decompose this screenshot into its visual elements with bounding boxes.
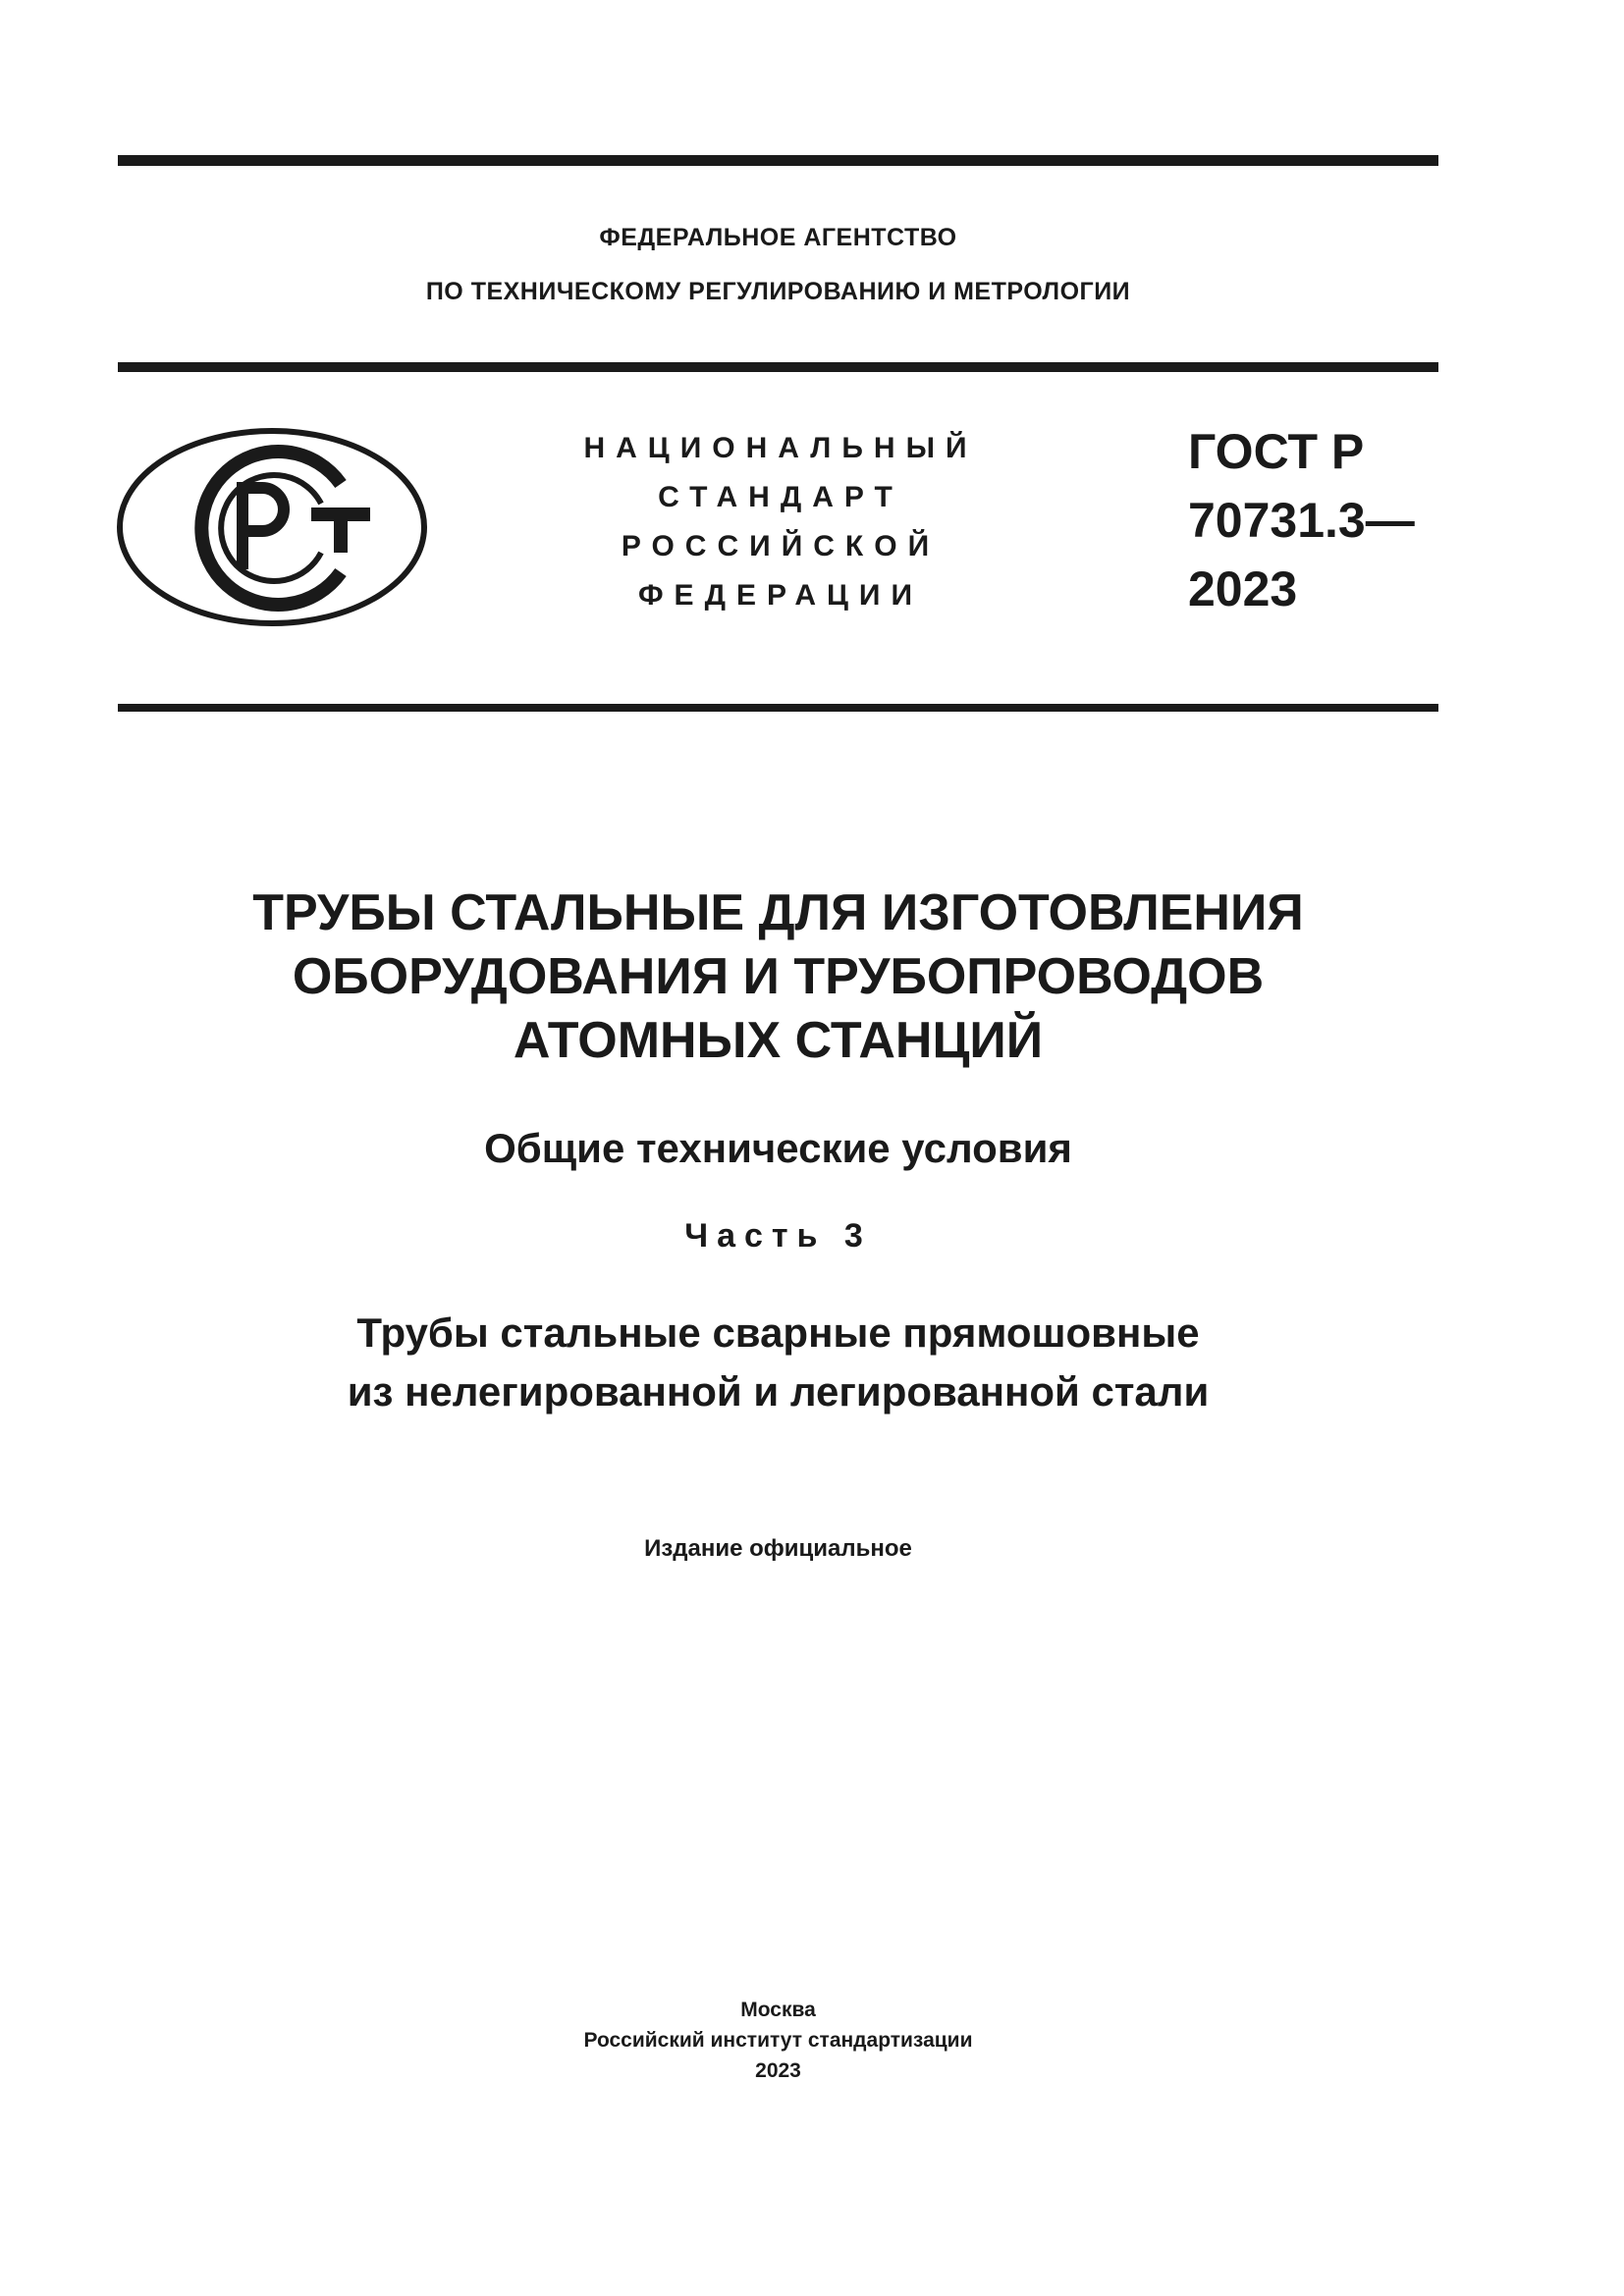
header-rule [118,362,1438,372]
title-line-3: АТОМНЫХ СТАНЦИЙ [513,1012,1044,1069]
rst-certification-mark-icon [115,427,429,628]
standard-designation [1188,417,1473,623]
publisher-year: 2023 [755,2059,801,2082]
standard-type-line-3: РОССИЙСКОЙ [621,530,941,562]
designation-line-3: 2023 [1188,561,1298,616]
top-rule [118,155,1438,166]
edition-label: Издание официальное [644,1535,912,1562]
part-title-line-2: из нелегированной и легированной стали [347,1368,1210,1415]
title-line-2: ОБОРУДОВАНИЯ И ТРУБОПРОВОДОВ [292,948,1265,1005]
standard-type-line-2: СТАНДАРТ [658,481,903,513]
designation-line-1: ГОСТ Р [1188,424,1365,479]
publisher-name: Российский институт стандартизации [583,2029,973,2052]
publisher-city: Москва [740,1999,816,2021]
agency-line-1: ФЕДЕРАЛЬНОЕ АГЕНТСТВО [599,224,957,251]
part-title [0,1304,1556,1421]
document-title [0,881,1556,1073]
standard-type [550,424,1011,620]
publisher-block [0,1995,1556,2086]
standard-type-line-1: НАЦИОНАЛЬНЫЙ [583,432,978,464]
part-title-line-1: Трубы стальные сварные прямошовные [356,1309,1200,1356]
agency-line-2: ПО ТЕХНИЧЕСКОМУ РЕГУЛИРОВАНИЮ И МЕТРОЛОГИИ [425,278,1131,305]
designation-rule [118,704,1438,712]
document-subtitle: Общие технические условия [484,1125,1072,1171]
designation-line-2: 70731.3— [1188,493,1415,548]
standard-type-line-4: ФЕДЕРАЦИИ [637,579,924,612]
title-line-1: ТРУБЫ СТАЛЬНЫЕ ДЛЯ ИЗГОТОВЛЕНИЯ [252,884,1304,941]
part-number: Часть 3 [684,1217,872,1255]
